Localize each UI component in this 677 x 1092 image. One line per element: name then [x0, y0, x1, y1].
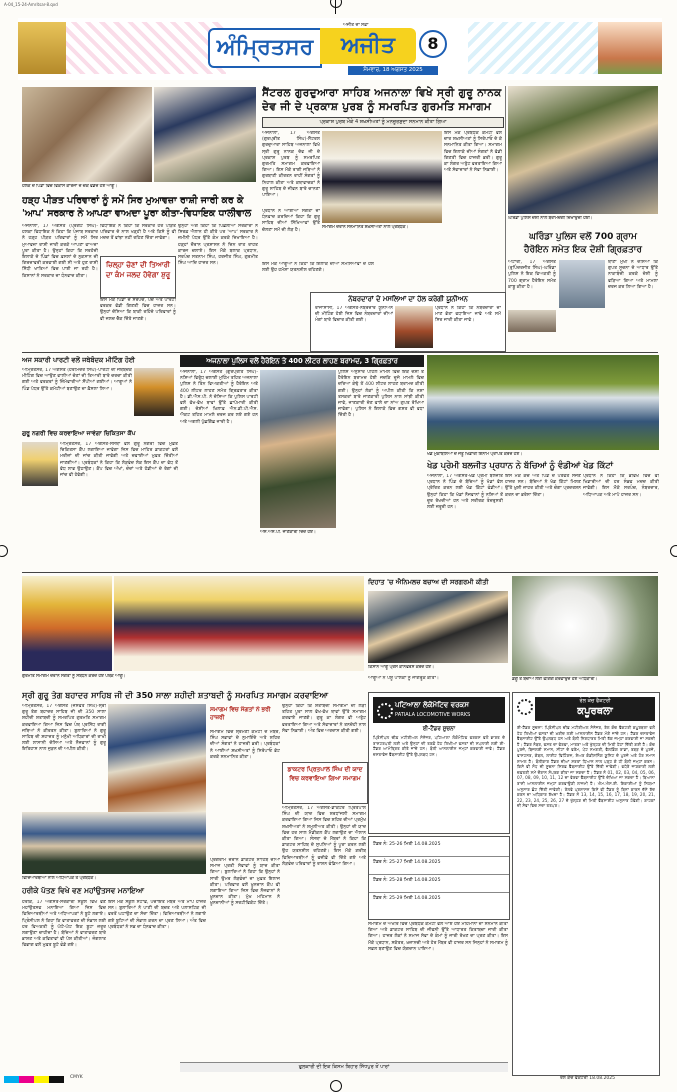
body-meeting: ਅੰਮ੍ਰਿਤਸਰ, 17 ਅਗਸਤ (ਹਰਮਿੰਦਰ ਸਿੰਘ)-ਪਾਰਟੀ ਦੀ ਜਥੇਬੰਦਕ ਮੀਟਿੰਗ ਵਿਚ ਆਉਣ ਵਾਲੀਆਂ ਚੋਣਾਂ ਦੀ ਤਿਆਰੀ ਬਾਰੇ ਚਰਚਾ ਕੀਤੀ ਗਈ ਅਤੇ ਵਰਕਰਾਂ ਨੂੰ ਜ਼ਿੰਮੇਵਾਰੀਆਂ ਸੌਂਪੀਆਂ ਗਈਆਂ। ਆਗੂਆਂ ਨੇ ਪਿੰਡ ਪੱਧਰ ਉੱਤੇ ਕਮੇਟੀਆਂ ਬਣਾਉਣ ਦਾ ਫ਼ੈਸਲਾ ਲਿਆ।: [22, 368, 132, 392]
registration-mark-top: [330, 0, 342, 8]
registration-mark-left: [0, 545, 8, 557]
crop-line: [335, 0, 336, 14]
tender-row-2: ਟੈਂਡਰ ਨੰ: 25-27 ਮਿਤੀ 14.08.2025: [373, 860, 441, 865]
body-ajnala-police-col3: ਪੁਲਿਸ ਅਨੁਸਾਰ ਪਹਿਲੇ ਮਾਮਲੇ ਵਿਚ ਇਕ ਦੋਸ਼ੀ ਤੋਂ ਹੈਰੋਇਨ ਬਰਾਮਦ ਹੋਈ ਜਦਕਿ ਦੂਜੇ ਮਾਮਲੇ ਵਿਚ ਦਰਿਆ ਕੰਢੇ ਤੋਂ 400 ਲੀਟਰ ਲਾਹਣ ਬਰਾਮਦ ਕੀਤੀ ਗਈ। ਉਨ੍ਹਾਂ ਲੋਕਾਂ ਨੂੰ ਅਪੀਲ ਕੀਤੀ ਕਿ ਨਸ਼ਾ ਤਸਕਰਾਂ ਬਾਰੇ ਜਾਣਕਾਰੀ ਪੁਲਿਸ ਨਾਲ ਸਾਂਝੀ ਕੀਤੀ ਜਾਵੇ, ਜਾਣਕਾਰੀ ਦੇਣ ਵਾਲੇ ਦਾ ਨਾਂਅ ਗੁਪਤ ਰੱਖਿਆ ਜਾਵੇਗਾ। ਪੁਲਿਸ ਨੇ ਇਲਾਕੇ ਵਿਚ ਗਸ਼ਤ ਵੀ ਵਧਾ ਦਿੱਤੀ ਹੈ।: [338, 370, 424, 419]
ad-rail-body: ਈ-ਟੈਂਡਰ ਸੂਚਨਾ: ਪ੍ਰਿੰਸੀਪਲ ਚੀਫ਼ ਮਟੀਰੀਅਲ ਮੈਨੇਜਰ, ਰੇਲ ਕੋਚ ਫੈਕਟਰੀ ਕਪੂਰਥਲਾ ਵਲੋਂ ਹੇਠ ਲਿਖੀਆਂ ਵਸਤਾਂ ਦੀ ਖ਼ਰੀਦ ਲਈ ਆਨਲਾਈਨ ਟੈਂਡਰ ਮੰਗੇ ਜਾਂਦੇ ਹਨ। ਟੈਂਡਰ ਦਸਤਾਵੇਜ਼ ਵੈੱਬਸਾਈਟ ਉੱਤੇ ਉਪਲਬਧ ਹਨ ਅਤੇ ਬੋਲੀ ਨਿਰਧਾਰਤ ਮਿਤੀ ਤੱਕ ਜਮ੍ਹਾਂ ਕਰਵਾਈ ਜਾ ਸਕਦੀ ਹੈ। ਟੈਂਡਰ ਨੰਬਰ, ਵਸਤ ਦਾ ਵੇਰਵਾ, ਮਾਤਰਾ ਅਤੇ ਖੁੱਲ੍ਹਣ ਦੀ ਮਿਤੀ ਹੇਠਾਂ ਦਿੱਤੀ ਗਈ ਹੈ। ਕੋਚ ਪੁਰਜ਼ੇ, ਬਿਜਲਈ ਸਮਾਨ, ਸੀਟਾਂ ਦੇ ਫਰੇਮ, ਪੇਂਟ ਸਮਗਰੀ, ਵੈਲਡਿੰਗ ਰਾਡਾਂ, ਰਬੜ ਦੇ ਪੁਰਜ਼ੇ, ਫਾਸਟਨਰ, ਕੇਬਲ, ਲਾਈਟ ਫਿਟਿੰਗਜ਼, ਏਅਰ ਕੰਡੀਸ਼ਨਿੰਗ ਯੂਨਿਟ ਦੇ ਪੁਰਜ਼ੇ ਅਤੇ ਹੋਰ ਸਮਾਨ ਸ਼ਾਮਲ ਹੈ। ਬੋਲੀਕਾਰ ਟੈਂਡਰ ਦੀਆਂ ਸ਼ਰਤਾਂ ਧਿਆਨ ਨਾਲ ਪੜ੍ਹ ਕੇ ਹੀ ਬੋਲੀ ਜਮ੍ਹਾਂ ਕਰਨ। ਕਿਸੇ ਵੀ ਸੋਧ ਦੀ ਸੂਚਨਾ ਸਿਰਫ਼ ਵੈੱਬਸਾਈਟ ਉੱਤੇ ਦਿੱਤੀ ਜਾਵੇਗੀ। ਵਧੇਰੇ ਜਾਣਕਾਰੀ ਲਈ ਦਫ਼ਤਰੀ ਸਮੇਂ ਦੌਰਾਨ ਸੰਪਰਕ ਕੀਤਾ ਜਾ ਸਕਦਾ ਹੈ। ਟੈਂਡਰ ਨੰ 01, 02, 03, 04, 05, 06, 07, 08, 09, 10, 11, 12 ਦਾ ਵੇਰਵਾ ਵੈੱਬਸਾਈਟ ਉੱਤੇ ਦੇਖਿਆ ਜਾ ਸਕਦਾ ਹੈ। ਬਿਆਨਾ ਰਾਸ਼ੀ ਆਨਲਾਈਨ ਜਮ੍ਹਾਂ ਕਰਵਾਉਣੀ ਲਾਜ਼ਮੀ ਹੈ। ਐਮ.ਐਸ.ਈ. ਇਕਾਈਆਂ ਨੂੰ ਨਿਯਮਾਂ ਅਨੁਸਾਰ ਛੋਟ ਦਿੱਤੀ ਜਾਵੇਗੀ। ਰੇਲਵੇ ਪ੍ਰਸ਼ਾਸਨ ਕਿਸੇ ਵੀ ਟੈਂਡਰ ਨੂੰ ਬਿਨਾਂ ਕਾਰਨ ਦੱਸੇ ਰੱਦ ਕਰਨ ਦਾ ਅਧਿਕਾਰ ਰੱਖਦਾ ਹੈ। ਟੈਂਡਰ ਨੰ 13, 14, 15, 16, 17, 18, 19, 20, 21, 22, 23, 24, 25, 26, 27 ਦੇ ਖੁੱਲ੍ਹਣ ਦੀ ਮਿਤੀ ਵੈੱਬਸਾਈਟ ਅਨੁਸਾਰ ਹੋਵੇਗੀ। ਗਾਹਕਾਂ ਦੀ ਸੇਵਾ ਵਿਚ ਸਦਾ ਤਤਪਰ।: [517, 725, 655, 809]
photo-camp-organizer: [22, 442, 58, 486]
ad-rail-coach-factory: [512, 692, 660, 1076]
photo-gtb-group: [108, 704, 206, 812]
headline-animal-rescue: ਦਿਹਾਤ 'ਚ ਐਨਿਮਲਜ਼ ਬਚਾਅ ਦੀ ਸਰਗਰਮੀ ਕੀਤੀ: [368, 578, 489, 586]
photo-officials-meeting: [22, 87, 152, 182]
caption-samagam: ਗੁਰਮਤਿ ਸਮਾਗਮ ਦੌਰਾਨ ਸੰਗਤਾਂ ਨੂੰ ਸੰਬੋਧਨ ਕਰਦੇ ਹੋਏ ਪੰਥਕ ਆਗੂ।: [22, 674, 126, 679]
masthead-pattern-left: [66, 22, 226, 74]
headline-numbardar: ਨੰਬਰਦਾਰਾਂ ਦੇ ਮਸਲਿਆਂ ਦਾ ਹੱਲ ਕਰੇਗੀ ਯੂਨੀਅਨ: [348, 295, 468, 303]
body-gharinda-col1: ਅਟਾਰੀ, 17 ਅਗਸਤ (ਰੁਪਿੰਦਰਜੀਤ ਸਿੰਘ)-ਘਰਿੰਡਾ ਪੁਲਿਸ ਨੇ ਇਕ ਵਿਅਕਤੀ ਨੂੰ 700 ਗ੍ਰਾਮ ਹੈਰੋਇਨ ਸਮੇਤ ਕਾਬੂ ਕੀਤਾ ਹੈ।: [508, 260, 556, 290]
ad-plw-org: ਪਟਿਆਲਾ ਲੋਕੋਮੋਟਿਵ ਵਰਕਸ: [395, 701, 469, 709]
body-gharinda-col3: ਥਾਣਾ ਮੁਖੀ ਨੇ ਦੱਸਿਆ ਕਿ ਗੁਪਤ ਸੂਚਨਾ ਦੇ ਆਧਾਰ ਉੱਤੇ ਨਾਕਾਬੰਦੀ ਕਰਕੇ ਦੋਸ਼ੀ ਨੂੰ ਫੜਿਆ ਗਿਆ ਅਤੇ ਮਾਮਲਾ ਦਰਜ ਕਰ ਲਿਆ ਗਿਆ ਹੈ।: [608, 260, 658, 290]
caption-ssp: ਐਸ.ਐਸ.ਪੀ. ਜਾਣਕਾਰੀ ਦਿੰਦੇ ਹੋਏ।: [260, 530, 316, 535]
masthead-date: ਸੋਮਵਾਰ, 18 ਅਗਸਤ 2025: [348, 66, 438, 75]
body-flood-col3: ਉਨ੍ਹਾਂ ਅੱਗੇ ਕਿਹਾ ਕਿ ਪਿਛਲੀਆਂ ਸਰਕਾਰਾਂ ਨੇ ਸਿਰਫ਼ ਐਲਾਨ ਹੀ ਕੀਤੇ ਪਰ 'ਆਪ' ਸਰਕਾਰ ਨੇ ਜ਼ਮੀਨੀ ਪੱਧਰ ਉੱਤੇ ਕੰਮ ਕਰਕੇ ਦਿਖਾਇਆ ਹੈ। ਹੜ੍ਹਾਂ ਦੌਰਾਨ ਪ੍ਰਸ਼ਾਸਨ ਨੇ ਦਿਨ ਰਾਤ ਰਾਹਤ ਕਾਰਜ ਚਲਾਏ। ਇਸ ਮੌਕੇ ਬਲਾਕ ਪ੍ਰਧਾਨ, ਸਰਪੰਚ ਸਤਨਾਮ ਸਿੰਘ, ਹਰਜੀਤ ਸਿੰਘ, ਗੁਰਮੀਤ ਸਿੰਘ ਆਦਿ ਹਾਜ਼ਰ ਸਨ।: [178, 224, 258, 267]
body-flood-col1: ਅਜਨਾਲਾ, 17 ਅਗਸਤ (ਪ੍ਰਗਟ ਸਿੰਘ)-ਹਲਕਾ ਵਿਧਾਇਕ ਨੇ ਕਿਹਾ ਕਿ ਪੰਜਾਬ ਸਰਕਾਰ ਨੇ ਹੜ੍ਹ ਪੀੜਤ ਪਰਿਵਾਰਾਂ ਨੂੰ ਸਮੇਂ ਸਿਰ ਮੁਆਵਜ਼ਾ ਰਾਸ਼ੀ ਜਾਰੀ ਕਰਕੇ ਆਪਣਾ ਵਾਅਦਾ ਪੂਰਾ ਕੀਤਾ ਹੈ। ਉਨ੍ਹਾਂ ਕਿਹਾ ਕਿ ਸਰਹੱਦੀ ਇਲਾਕੇ ਦੇ ਪਿੰਡਾਂ ਵਿਚ ਫ਼ਸਲਾਂ ਦੇ ਨੁਕਸਾਨ ਦੀ ਗਿਰਦਾਵਰੀ ਕਰਵਾਈ ਗਈ ਸੀ ਅਤੇ ਹੁਣ ਰਾਸ਼ੀ ਸਿੱਧੀ ਖਾਤਿਆਂ ਵਿਚ ਪਾਈ ਜਾ ਰਹੀ ਹੈ। ਕਿਸਾਨਾਂ ਨੇ ਸਰਕਾਰ ਦਾ ਧੰਨਵਾਦ ਕੀਤਾ।: [22, 224, 98, 279]
print-slug: A-04_15-24-Amritsar-8.qxd: [4, 2, 58, 7]
headline-gharinda-heroin: [508, 231, 658, 257]
color-bar-label: CMYK: [70, 1075, 83, 1080]
photo-samagam-kirtan: [114, 576, 364, 671]
tender-row-1: ਟੈਂਡਰ ਨੰ: 25-26 ਮਿਤੀ 14.08.2025: [373, 842, 441, 847]
photo-police-small: [508, 310, 556, 332]
photo-gurmat-samagam: [322, 131, 442, 223]
tender-row-3: ਟੈਂਡਰ ਨੰ: 25-28 ਮਿਤੀ 14.08.2025: [373, 878, 441, 883]
caption-press: ਕਿਸਾਨ ਆਗੂ ਪ੍ਰੈੱਸ ਕਾਨਫਰੰਸ ਕਰਦੇ ਹੋਏ।: [368, 665, 434, 670]
body-ajnala-col1: ਅਜਨਾਲਾ, 17 ਅਗਸਤ (ਗੁਰਪ੍ਰੀਤ ਸਿੰਘ)-ਸੈਂਟਰਲ ਗੁਰਦੁਆਰਾ ਸਾਹਿਬ ਅਜਨਾਲਾ ਵਿਖੇ ਸ੍ਰੀ ਗੁਰੂ ਨਾਨਕ ਦੇਵ ਜੀ ਦੇ ਪ੍ਰਕਾਸ਼ ਪੁਰਬ ਨੂੰ ਸਮਰਪਿਤ ਗੁਰਮਤਿ ਸਮਾਗਮ ਕਰਵਾਇਆ ਗਿਆ। ਇਸ ਮੌਕੇ ਰਾਗੀ ਜਥਿਆਂ ਨੇ ਗੁਰਬਾਣੀ ਕੀਰਤਨ ਰਾਹੀਂ ਸੰਗਤਾਂ ਨੂੰ ਨਿਹਾਲ ਕੀਤਾ ਅਤੇ ਕਥਾਵਾਚਕਾਂ ਨੇ ਗੁਰੂ ਸਾਹਿਬ ਦੇ ਜੀਵਨ ਬਾਰੇ ਚਾਨਣਾ ਪਾਇਆ।: [262, 131, 320, 199]
footer-slug: ਰੇਲ ਕੋਚ ਫੈਕਟਰੀ 18.08.2025: [560, 1076, 616, 1081]
body-mid-lower-col1: ਪ੍ਰੋਗਰਾਮ ਦੌਰਾਨ ਡਾਕਟਰ ਸਾਹਿਬ ਦੀਆਂ ਸਮਾਜ ਪ੍ਰਤੀ ਸੇਵਾਵਾਂ ਨੂੰ ਯਾਦ ਕੀਤਾ ਗਿਆ। ਬੁਲਾਰਿਆਂ ਨੇ ਕਿਹਾ ਕਿ ਉਨ੍ਹਾਂ ਨੇ ਸਾਰੀ ਉਮਰ ਲੋੜਵੰਦਾਂ ਦਾ ਮੁਫ਼ਤ ਇਲਾਜ ਕੀਤਾ। ਪਰਿਵਾਰ ਵਲੋਂ ਖ਼ੂਨਦਾਨ ਕੈਂਪ ਵੀ ਲਗਾਇਆ ਗਿਆ ਜਿਸ ਵਿਚ ਨੌਜਵਾਨਾਂ ਨੇ ਖ਼ੂਨਦਾਨ ਕੀਤਾ। ਮੁੱਖ ਮਹਿਮਾਨ ਨੇ ਖ਼ੂਨਦਾਨੀਆਂ ਨੂੰ ਸਰਟੀਫਿਕੇਟ ਦਿੱਤੇ।: [210, 858, 280, 907]
photo-sports-kits: [427, 355, 659, 450]
photo-fogging: [512, 576, 658, 676]
body-sports-col1: ਅਜਨਾਲਾ, 17 ਅਗਸਤ-ਖੇਡ ਪ੍ਰੇਮੀ ਬਲਜੀਤ ਪ੍ਰਧਾਨ ਨੇ ਪਿੰਡ ਦੇ ਬੱਚਿਆਂ ਨੂੰ ਖੇਡਾਂ ਵੱਲ ਪ੍ਰੇਰਿਤ ਕਰਨ ਲਈ ਖੇਡ ਕਿੱਟਾਂ ਵੰਡੀਆਂ। ਉਨ੍ਹਾਂ ਕਿਹਾ ਕਿ ਖੇਡਾਂ ਨੌਜਵਾਨਾਂ ਨੂੰ ਨਸ਼ਿਆਂ ਤੋਂ ਦੂਰ ਰੱਖਦੀਆਂ ਹਨ ਅਤੇ ਸਰੀਰਕ ਤੰਦਰੁਸਤੀ ਲਈ ਜ਼ਰੂਰੀ ਹਨ।: [427, 474, 503, 511]
strap-ajnala: ਪ੍ਰਕਾਸ਼ ਪੁਰਬ ਮੌਕੇ 4 ਸ਼ਖ਼ਸੀਅਤਾਂ ਨੂੰ ਮਨਜ਼ੂਰਸ਼ੁਦਾ ਸਨਮਾਨ ਕੀਤਾ ਗਿਆ: [262, 117, 504, 128]
ad-plw-header: [373, 697, 505, 723]
tender-rule: [369, 856, 509, 857]
photo-samagam-stage: [22, 576, 112, 671]
ad-plw-body: ਪ੍ਰਿੰਸੀਪਲ ਚੀਫ਼ ਮਟੀਰੀਅਲ ਮੈਨੇਜਰ, ਪਟਿਆਲਾ ਲੋਕੋਮੋਟਿਵ ਵਰਕਸ ਵਲੋਂ ਭਾਰਤ ਦੇ ਰਾਸ਼ਟਰਪਤੀ ਲਈ ਅਤੇ ਉਨ੍ਹਾਂ ਦੀ ਤਰਫ਼ੋਂ ਹੇਠ ਲਿਖੀਆਂ ਵਸਤਾਂ ਦੀ ਸਪਲਾਈ ਲਈ ਈ-ਟੈਂਡਰ ਆਮੰਤ੍ਰਿਤ ਕੀਤੇ ਜਾਂਦੇ ਹਨ। ਬੋਲੀ ਆਨਲਾਈਨ ਜਮ੍ਹਾਂ ਕਰਵਾਈ ਜਾਵੇ। ਟੈਂਡਰ ਦਸਤਾਵੇਜ਼ ਵੈੱਬਸਾਈਟ ਉੱਤੇ ਉਪਲਬਧ ਹਨ।: [373, 735, 505, 757]
headline-flood-line1: ਹੜ੍ਹ ਪੀੜਤ ਪਰਿਵਾਰਾਂ ਨੂੰ ਸਮੇਂ ਸਿਰ ਮੁਆਵਜ਼ਾ ਰਾਸ਼ੀ ਜਾਰੀ ਕਰ ਕੇ: [22, 195, 244, 206]
photo-accused: [559, 260, 605, 308]
masthead-brand: ਅਜੀਤ: [320, 28, 416, 64]
tender-row-4: ਟੈਂਡਰ ਨੰ: 25-29 ਮਿਤੀ 14.08.2025: [373, 896, 441, 901]
body-sports-col2: ਇਸ ਮੌਕੇ ਕੋਚ ਅਤੇ ਪਿੰਡ ਦੇ ਪਤਵੰਤੇ ਸੱਜਣ ਹਾਜ਼ਰ ਸਨ। ਬੱਚਿਆਂ ਨੇ ਖੇਡ ਕਿੱਟਾਂ ਮਿਲਣ ਉੱਤੇ ਖ਼ੁਸ਼ੀ ਜ਼ਾਹਰ ਕੀਤੀ ਅਤੇ ਚੰਗਾ ਪ੍ਰਦਰਸ਼ਨ ਕਰਨ ਦਾ ਭਰੋਸਾ ਦਿੱਤਾ।: [505, 474, 581, 498]
caption-students: ਵਿਦਿਆਰਥੀਆਂ ਨਾਲ ਅਧਿਆਪਕ ਤੇ ਪ੍ਰਬੰਧਕ।: [22, 876, 97, 881]
photo-press-conference: [368, 591, 508, 663]
body-numbardar-col2: ਪ੍ਰਧਾਨ ਨੇ ਕਿਹਾ ਕਿ ਨੰਬਰਦਾਰਾਂ ਦਾ ਮਾਣ ਭੱਤਾ ਵਧਾਇਆ ਜਾਵੇ ਅਤੇ ਸਮੇਂ ਸਿਰ ਜਾਰੀ ਕੀਤਾ ਜਾਵੇ।: [435, 306, 501, 324]
page-number: 8: [419, 30, 447, 58]
box-doctor-samagam: [282, 762, 368, 804]
tender-rule: [369, 874, 509, 875]
boxed-quote-text: ਜ਼ਿਲ੍ਹਾ ਚੋਣਾਂ ਦੀ ਤਿਆਰੀ ਦਾ ਕੰਮ ਜਲਦ ਹੋਵੇਗਾ ਸ਼ੁਰੂ: [105, 261, 171, 279]
ad-rail-title-big: ਕਪੂਰਥਲਾ: [577, 706, 613, 717]
caption-fogging: ਡੇਂਗੂ ਤੋਂ ਬਚਾਅ ਲਈ ਫੌਗਿੰਗ ਕਰਵਾਉਂਦੇ ਹੋਏ ਅਧਿਕਾਰੀ।: [512, 677, 598, 682]
row-rule-2: [22, 572, 658, 573]
body-medical-camp: ਅੰਮ੍ਰਿਤਸਰ, 17 ਅਗਸਤ-ਸੰਸਥਾ ਵਲੋਂ ਗੁਰੂ ਨਗਰੀ ਵਿਚ ਮੁਫ਼ਤ ਚਿਕਿਤਸਾ ਕੈਂਪ ਲਗਾਇਆ ਜਾਵੇਗਾ ਜਿਸ ਵਿਚ ਮਾਹਿਰ ਡਾਕਟਰਾਂ ਵਲੋਂ ਮਰੀਜ਼ਾਂ ਦੀ ਜਾਂਚ ਕੀਤੀ ਜਾਵੇਗੀ ਅਤੇ ਦਵਾਈਆਂ ਮੁਫ਼ਤ ਦਿੱਤੀਆਂ ਜਾਣਗੀਆਂ। ਪ੍ਰਬੰਧਕਾਂ ਨੇ ਕਿਹਾ ਕਿ ਲੋੜਵੰਦ ਲੋਕ ਇਸ ਕੈਂਪ ਦਾ ਵੱਧ ਤੋਂ ਵੱਧ ਲਾਭ ਉਠਾਉਣ। ਕੈਂਪ ਵਿਚ ਅੱਖਾਂ, ਦੰਦਾਂ ਅਤੇ ਹੱਡੀਆਂ ਦੇ ਰੋਗਾਂ ਦੀ ਜਾਂਚ ਵੀ ਹੋਵੇਗੀ।: [60, 442, 178, 479]
registration-mark-bottom: [330, 1080, 342, 1092]
body-van-col2: ਇਸ ਮੌਕੇ ਸਕੂਲ ਸਟਾਫ਼, ਪੰਚਾਇਤ ਮੈਂਬਰ ਅਤੇ ਮਾਪੇ ਹਾਜ਼ਰ ਸਨ। ਬੁਲਾਰਿਆਂ ਨੇ ਪਾਣੀ ਦੀ ਬਚਤ ਅਤੇ ਪਲਾਸਟਿਕ ਦੀ ਵਰਤੋਂ ਘਟਾਉਣ ਦਾ ਸੱਦਾ ਦਿੱਤਾ। ਵਿਦਿਆਰਥੀਆਂ ਨੇ ਲਗਾਏ ਗਏ ਬੂਟਿਆਂ ਦੀ ਸੰਭਾਲ ਕਰਨ ਦਾ ਪ੍ਰਣ ਲਿਆ। ਅੰਤ ਵਿਚ ਪ੍ਰਬੰਧਕਾਂ ਨੇ ਸਭ ਦਾ ਧੰਨਵਾਦ ਕੀਤਾ।: [108, 900, 206, 930]
box-numbardar-story: [310, 292, 506, 352]
rail-logo-icon: [517, 699, 533, 715]
masthead-city: ਅੰਮ੍ਰਿਤਸਰ: [208, 28, 322, 68]
color-bar: [4, 1076, 64, 1083]
caption-cheque-photos: ਹਲਕੇ ਦੇ ਪਿੰਡਾਂ ਵਿਚ ਵਿਕਾਸ ਕਾਰਜਾਂ ਦੇ ਚੈੱਕ ਵੰਡਦੇ ਹੋਏ ਆਗੂ।: [22, 184, 118, 189]
golden-temple-image: [18, 22, 66, 74]
body-flood-col2a: ਵਿਧਾਇਕ ਨੇ ਕਿਹਾ ਕਿ ਸਰਕਾਰ ਹਰ ਪੀੜਤ ਪਰਿਵਾਰ ਦੇ ਨਾਲ ਖੜ੍ਹੀ ਹੈ ਅਤੇ ਕਿਸੇ ਨੂੰ ਵੀ ਮਦਦ ਤੋਂ ਵਾਂਝਾ ਨਹੀਂ ਰਹਿਣ ਦਿੱਤਾ ਜਾਵੇਗਾ।: [100, 224, 176, 242]
footer-ad-strip: ਫੁਲਕਾਰੀ ਦੀ ਇਕ ਕਿਸਮ ਬਿਹਾਰ ਸਿੱਧਪੁਰ ਤੋਂ ਪਾਰਾਂ: [180, 1062, 508, 1072]
headline-sports-kits: ਖੇਡ ਪ੍ਰੇਮੀ ਬਲਜੀਤ ਪ੍ਰਧਾਨ ਨੇ ਬੱਚਿਆਂ ਨੂੰ ਵੰਡੀਆਂ ਖੇਡ ਕਿੱਟਾਂ: [427, 460, 613, 470]
pullquote-gtb: ਸਮਾਗਮ ਵਿਚ ਸੰਗਤਾਂ ਨੇ ਭਰੀ ਹਾਜ਼ਰੀ: [210, 707, 271, 721]
body-ajnala-col2: ਇਸ ਮੌਕੇ ਪ੍ਰਬੰਧਕ ਕਮੇਟੀ ਵਲੋਂ ਚਾਰ ਸ਼ਖ਼ਸੀਅਤਾਂ ਨੂੰ ਸਿਰੋਪਾਓ ਦੇ ਕੇ ਸਨਮਾਨਿਤ ਕੀਤਾ ਗਿਆ। ਸਮਾਗਮ ਵਿਚ ਇਲਾਕੇ ਦੀਆਂ ਸੰਗਤਾਂ ਨੇ ਵੱਡੀ ਗਿਣਤੀ ਵਿਚ ਹਾਜ਼ਰੀ ਭਰੀ। ਗੁਰੂ ਕਾ ਲੰਗਰ ਅਤੁੱਟ ਵਰਤਾਇਆ ਗਿਆ ਅਤੇ ਸੇਵਾਦਾਰਾਂ ਨੇ ਸੇਵਾ ਨਿਭਾਈ।: [444, 131, 502, 174]
body-mid-lower-col3: ਸਮਾਗਮ ਦੇ ਅਖੀਰ ਵਿਚ ਪ੍ਰਬੰਧਕ ਕਮੇਟੀ ਵਲੋਂ ਆਏ ਹੋਏ ਮਹਿਮਾਨਾਂ ਦਾ ਸਨਮਾਨ ਕੀਤਾ ਗਿਆ ਅਤੇ ਡਾਕਟਰ ਸਾਹਿਬ ਦੀ ਜੀਵਨੀ ਉੱਤੇ ਆਧਾਰਤ ਕਿਤਾਬਚਾ ਜਾਰੀ ਕੀਤਾ ਗਿਆ। ਹਾਜ਼ਰ ਲੋਕਾਂ ਨੇ ਸਮਾਜ ਸੇਵਾ ਦੇ ਕੰਮਾਂ ਨੂੰ ਜਾਰੀ ਰੱਖਣ ਦਾ ਪ੍ਰਣ ਕੀਤਾ। ਇਸ ਮੌਕੇ ਪ੍ਰਧਾਨ, ਸਕੱਤਰ, ਖ਼ਜ਼ਾਨਚੀ ਅਤੇ ਹੋਰ ਮੈਂਬਰ ਵੀ ਹਾਜ਼ਰ ਸਨ ਜਿਨ੍ਹਾਂ ਨੇ ਸਮਾਗਮ ਨੂੰ ਸਫ਼ਲ ਬਣਾਉਣ ਵਿਚ ਯੋਗਦਾਨ ਪਾਇਆ।: [368, 922, 508, 952]
body-animal-rescue: ਆਗੂਆਂ ਨੇ ਪਸ਼ੂ ਪਾਲਕਾਂ ਨੂੰ ਜਾਗਰੂਕ ਕੀਤਾ।: [368, 676, 440, 681]
ad-patiala-locomotive: [368, 692, 510, 834]
photo-students-group: [22, 812, 206, 874]
masthead-pattern-right: [468, 22, 598, 74]
edition-tag: ਅਜੀਤ ਦਾ ਸਫ਼ਾ: [343, 23, 369, 28]
caption-police: ਘਰਿੰਡਾ ਪੁਲਿਸ ਦੋਸ਼ੀ ਨਾਲ ਬਰਾਮਦਗੀ ਦਿਖਾਉਂਦੀ ਹੋਈ।: [508, 216, 593, 221]
photo-numbardar-leader: [395, 306, 433, 348]
headline-ajnala-police: ਅਜਨਾਲਾ ਪੁਲਿਸ ਵਲੋਂ ਹੈਰੋਇਨ ਤੇ 400 ਲੀਟਰ ਲਾਹਣ ਬਰਾਮਦ, 3 ਗ੍ਰਿਫ਼ਤਾਰ: [206, 357, 398, 365]
boxed-quote: [100, 256, 176, 298]
body-gtb-col3: ਸਮਾਗਮ ਵਿਚ ਸ਼੍ਰੋਮਣੀ ਕਮੇਟੀ ਦੇ ਮੈਂਬਰ, ਸਿੰਘ ਸਭਾਵਾਂ ਦੇ ਨੁਮਾਇੰਦੇ ਅਤੇ ਸ਼ਹਿਰ ਦੀਆਂ ਸੰਗਤਾਂ ਨੇ ਹਾਜ਼ਰੀ ਭਰੀ। ਪ੍ਰਬੰਧਕਾਂ ਨੇ ਆਈਆਂ ਸ਼ਖ਼ਸੀਅਤਾਂ ਨੂੰ ਸਿਰੋਪਾਓ ਭੇਟ ਕਰਕੇ ਸਨਮਾਨਿਤ ਕੀਤਾ।: [210, 730, 280, 760]
body-sports-col3: ਪ੍ਰਧਾਨ ਨੇ ਕਿਹਾ ਕਿ ਭਵਿੱਖ ਵਿਚ ਵੀ ਖਿਡਾਰੀਆਂ ਦੀ ਹਰ ਸੰਭਵ ਮਦਦ ਕੀਤੀ ਜਾਵੇਗੀ। ਇਸ ਮੌਕੇ ਸਰਪੰਚ, ਨੰਬਰਦਾਰ, ਅਧਿਆਪਕ ਅਤੇ ਮਾਪੇ ਹਾਜ਼ਰ ਸਨ।: [583, 474, 659, 498]
monument-image: [598, 22, 662, 74]
body-gtb-col1: ਅੰਮ੍ਰਿਤਸਰ, 17 ਅਗਸਤ (ਜਸਵੰਤ ਸਿੰਘ)-ਸ੍ਰੀ ਗੁਰੂ ਤੇਗ ਬਹਾਦਰ ਸਾਹਿਬ ਜੀ ਦੀ 350 ਸਾਲਾ ਸ਼ਹੀਦੀ ਸ਼ਤਾਬਦੀ ਨੂੰ ਸਮਰਪਿਤ ਗੁਰਮਤਿ ਸਮਾਗਮ ਕਰਵਾਇਆ ਗਿਆ ਜਿਸ ਵਿਚ ਪੰਥ ਪ੍ਰਸਿੱਧ ਰਾਗੀ ਜਥਿਆਂ ਨੇ ਕੀਰਤਨ ਕੀਤਾ। ਬੁਲਾਰਿਆਂ ਨੇ ਗੁਰੂ ਸਾਹਿਬ ਦੀ ਸ਼ਹਾਦਤ ਨੂੰ ਮਨੁੱਖੀ ਅਧਿਕਾਰਾਂ ਦੀ ਰਾਖੀ ਲਈ ਲਾਸਾਨੀ ਦੱਸਿਆ ਅਤੇ ਨੌਜਵਾਨਾਂ ਨੂੰ ਗੁਰੂ ਇਤਿਹਾਸ ਨਾਲ ਜੁੜਨ ਦੀ ਅਪੀਲ ਕੀਤੀ।: [22, 704, 106, 753]
ad-plw-notice: ਈ-ਟੈਂਡਰ ਸੂਚਨਾ: [422, 726, 456, 732]
headline-gharinda-line2: ਹੈਰੋਇਨ ਸਮੇਤ ਇਕ ਦੋਸ਼ੀ ਗ੍ਰਿਫ਼ਤਾਰ: [524, 245, 642, 255]
headline-van-mahotsav: ਹਰੀਕੇ ਪੱਤਣ ਵਿਖੇ ਵਣ ਮਹਾਂਉਤਸਵ ਮਨਾਇਆ: [22, 886, 144, 895]
body-ajnala-col1b: ਪ੍ਰਧਾਨ ਨੇ ਆਈਆਂ ਸੰਗਤਾਂ ਦਾ ਧੰਨਵਾਦ ਕਰਦਿਆਂ ਕਿਹਾ ਕਿ ਗੁਰੂ ਸਾਹਿਬ ਦੀਆਂ ਸਿੱਖਿਆਵਾਂ ਉੱਤੇ ਚੱਲਣਾ ਸਮੇਂ ਦੀ ਲੋੜ ਹੈ।: [262, 209, 320, 233]
headline-flood-line2: 'ਆਪ' ਸਰਕਾਰ ਨੇ ਆਪਣਾ ਵਾਅਦਾ ਪੂਰਾ ਕੀਤਾ-ਵਿਧਾਇਕ ਧਾਲੀਵਾਲ: [22, 208, 252, 219]
photo-cheque-distribution: [154, 87, 256, 182]
body-gtb-col4: ਉਨ੍ਹਾਂ ਕਿਹਾ ਕਿ ਸ਼ਤਾਬਦੀ ਸਮਾਗਮਾਂ ਦੀ ਲੜੀ ਤਹਿਤ ਪੂਰਾ ਸਾਲ ਵੱਖ-ਵੱਖ ਥਾਵਾਂ ਉੱਤੇ ਸਮਾਗਮ ਕਰਵਾਏ ਜਾਣਗੇ। ਗੁਰੂ ਕਾ ਲੰਗਰ ਵੀ ਅਤੁੱਟ ਵਰਤਾਇਆ ਗਿਆ ਅਤੇ ਸੇਵਾਦਾਰਾਂ ਨੇ ਤਨਦੇਹੀ ਨਾਲ ਸੇਵਾ ਨਿਭਾਈ। ਅੰਤ ਵਿਚ ਅਰਦਾਸ ਕੀਤੀ ਗਈ।: [282, 704, 366, 734]
ad-rail-header: [535, 697, 655, 721]
headline-medical-camp: ਗੁਰੂ ਨਗਰੀ ਵਿਚ ਕਰਵਾਇਆ ਜਾਵੇਗਾ ਚਿਕਿਤਸਾ ਕੈਂਪ: [22, 430, 136, 437]
headline-ajnala-gurmat: [262, 86, 502, 114]
row-rule: [22, 352, 658, 353]
caption-gurmat: ਸਮਾਗਮ ਦੌਰਾਨ ਸਨਮਾਨਿਤ ਸ਼ਖ਼ਸੀਅਤਾਂ ਨਾਲ ਪ੍ਰਬੰਧਕ।: [322, 225, 409, 230]
headline-bar-ajnala-police: [180, 355, 424, 367]
photo-police-recovery: [508, 86, 658, 214]
tender-rule: [369, 892, 509, 893]
photo-party-leader: [134, 368, 174, 416]
body-mid-lower-col2: ਅੰਮ੍ਰਿਤਸਰ, 17 ਅਗਸਤ-ਡਾਕਟਰ ਪ੍ਰਿਤਪਾਲ ਸਿੰਘ ਦੀ ਯਾਦ ਵਿਚ ਸ਼ਰਧਾਂਜਲੀ ਸਮਾਗਮ ਕਰਵਾਇਆ ਗਿਆ ਜਿਸ ਵਿਚ ਸ਼ਹਿਰ ਦੀਆਂ ਪ੍ਰਮੁੱਖ ਸ਼ਖ਼ਸੀਅਤਾਂ ਨੇ ਸ਼ਮੂਲੀਅਤ ਕੀਤੀ। ਉਨ੍ਹਾਂ ਦੀ ਯਾਦ ਵਿਚ ਹਰ ਸਾਲ ਮੈਡੀਕਲ ਕੈਂਪ ਲਗਾਉਣ ਦਾ ਐਲਾਨ ਕੀਤਾ ਗਿਆ। ਸੰਸਥਾ ਦੇ ਮੈਂਬਰਾਂ ਨੇ ਕਿਹਾ ਕਿ ਡਾਕਟਰ ਸਾਹਿਬ ਦੇ ਸੁਪਨਿਆਂ ਨੂੰ ਪੂਰਾ ਕਰਨ ਲਈ ਉਹ ਯਤਨਸ਼ੀਲ ਰਹਿਣਗੇ। ਇਸ ਮੌਕੇ ਗ਼ਰੀਬ ਵਿਦਿਆਰਥੀਆਂ ਨੂੰ ਵਜ਼ੀਫ਼ੇ ਵੀ ਦਿੱਤੇ ਗਏ ਅਤੇ ਲੋੜਵੰਦ ਪਰਿਵਾਰਾਂ ਨੂੰ ਰਾਸ਼ਨ ਵੰਡਿਆ ਗਿਆ।: [282, 806, 366, 867]
body-van-col1: ਹਰੀਕੇ, 17 ਅਗਸਤ-ਸਰਕਾਰੀ ਸਕੂਲ ਵਿਖੇ ਵਣ ਮਹਾਂਉਤਸਵ ਮਨਾਇਆ ਗਿਆ ਜਿਸ ਵਿਚ ਵਿਦਿਆਰਥੀਆਂ ਅਤੇ ਅਧਿਆਪਕਾਂ ਨੇ ਬੂਟੇ ਲਗਾਏ। ਪ੍ਰਿੰਸੀਪਲ ਨੇ ਕਿਹਾ ਕਿ ਵਾਤਾਵਰਣ ਦੀ ਸੰਭਾਲ ਲਈ ਹਰ ਵਿਅਕਤੀ ਨੂੰ ਘੱਟੋ-ਘੱਟ ਇਕ ਬੂਟਾ ਜ਼ਰੂਰ ਲਗਾਉਣਾ ਚਾਹੀਦਾ ਹੈ। ਬੱਚਿਆਂ ਨੇ ਵਾਤਾਵਰਣ ਬਾਰੇ ਭਾਸ਼ਣ ਅਤੇ ਕਵਿਤਾਵਾਂ ਵੀ ਪੇਸ਼ ਕੀਤੀਆਂ। ਜੰਗਲਾਤ ਵਿਭਾਗ ਵਲੋਂ ਮੁਫ਼ਤ ਬੂਟੇ ਵੰਡੇ ਗਏ।: [22, 900, 106, 949]
body-ajnala-police-col1: ਅਜਨਾਲਾ, 17 ਅਗਸਤ (ਗੁਰਪ੍ਰੀਤ ਸਿੰਘ)-ਨਸ਼ਿਆਂ ਵਿਰੁੱਧ ਚਲਾਈ ਮੁਹਿੰਮ ਤਹਿਤ ਅਜਨਾਲਾ ਪੁਲਿਸ ਨੇ ਤਿੰਨ ਵਿਅਕਤੀਆਂ ਨੂੰ ਹੈਰੋਇਨ ਅਤੇ 400 ਲੀਟਰ ਲਾਹਣ ਸਮੇਤ ਗ੍ਰਿਫ਼ਤਾਰ ਕੀਤਾ ਹੈ। ਡੀ.ਐਸ.ਪੀ. ਨੇ ਦੱਸਿਆ ਕਿ ਪੁਲਿਸ ਪਾਰਟੀ ਵਲੋਂ ਵੱਖ-ਵੱਖ ਥਾਵਾਂ ਉੱਤੇ ਛਾਪੇਮਾਰੀ ਕੀਤੀ ਗਈ। ਦੋਸ਼ੀਆਂ ਖ਼ਿਲਾਫ਼ ਐਨ.ਡੀ.ਪੀ.ਐਸ. ਐਕਟ ਤਹਿਤ ਮਾਮਲੇ ਦਰਜ ਕਰ ਲਏ ਗਏ ਹਨ ਅਤੇ ਅਗਲੀ ਪੁੱਛਗਿੱਛ ਜਾਰੀ ਹੈ।: [180, 370, 258, 425]
headline-doctor-samagam: ਡਾਕਟਰ ਪ੍ਰਿਤਪਾਲ ਸਿੰਘ ਦੀ ਯਾਦ ਵਿਚ ਕਰਵਾਇਆ ਗਿਆ ਸਮਾਗਮ: [287, 766, 363, 782]
headline-gharinda-line1: ਘਰਿੰਡਾ ਪੁਲਿਸ ਵਲੋਂ 700 ਗ੍ਰਾਮ: [529, 232, 637, 242]
headline-guru-teg-bahadur: ਸ੍ਰੀ ਗੁਰੂ ਤੇਗ ਬਹਾਦਰ ਸਾਹਿਬ ਜੀ ਦੀ 350 ਸਾਲਾ ਸ਼ਹੀਦੀ ਸ਼ਤਾਬਦੀ ਨੂੰ ਸਮਰਪਿਤ ਸਮਾਗਮ ਕਰਵਾਇਆ: [22, 690, 329, 700]
caption-sports: ਖੇਡ ਮੁਕਾਬਲਿਆਂ ਦੇ ਜੇਤੂ ਖਿਡਾਰੀ ਇਨਾਮ ਪ੍ਰਾਪਤ ਕਰਦੇ ਹੋਏ।: [427, 452, 523, 457]
body-mid-misc: ਇਸ ਮੌਕੇ ਆਗੂਆਂ ਨੇ ਕਿਹਾ ਕਿ ਇਲਾਕੇ ਦੀਆਂ ਸਮੱਸਿਆਵਾਂ ਦੇ ਹੱਲ ਲਈ ਉਹ ਹਮੇਸ਼ਾ ਯਤਨਸ਼ੀਲ ਰਹਿਣਗੇ।: [262, 262, 374, 274]
registration-mark-right: [670, 545, 677, 557]
photo-ssp: [260, 370, 336, 528]
ad-plw-tender-table: [368, 836, 510, 920]
ad-rail-title-small: ਰੇਲ ਕੋਚ ਫੈਕਟਰੀ: [579, 698, 611, 704]
body-flood-col2b: ਇਸ ਮੌਕੇ ਪਿੰਡਾਂ ਦੇ ਸਰਪੰਚ, ਪੰਚ ਅਤੇ ਪਾਰਟੀ ਵਰਕਰ ਵੱਡੀ ਗਿਣਤੀ ਵਿਚ ਹਾਜ਼ਰ ਸਨ। ਉਨ੍ਹਾਂ ਦੱਸਿਆ ਕਿ ਬਾਕੀ ਰਹਿੰਦੇ ਪਰਿਵਾਰਾਂ ਨੂੰ ਵੀ ਜਲਦ ਚੈੱਕ ਦਿੱਤੇ ਜਾਣਗੇ।: [100, 298, 176, 322]
headline-flood-compensation: [22, 194, 258, 220]
ad-plw-org-en: PATIALA LOCOMOTIVE WORKS: [395, 712, 471, 718]
plw-logo-icon: [377, 703, 393, 719]
headline-ajnala-line2: ਦੇਵ ਜੀ ਦੇ ਪ੍ਰਕਾਸ਼ ਪੁਰਬ ਨੂੰ ਸਮਰਪਿਤ ਗੁਰਮਤਿ ਸਮਾਗਮ: [262, 101, 492, 113]
headline-ajnala-line1: ਸੈਂਟਰਲ ਗੁਰਦੁਆਰਾ ਸਾਹਿਬ ਅਜਨਾਲਾ ਵਿਖੇ ਸ੍ਰੀ ਗੁਰੂ ਨਾਨਕ: [262, 87, 502, 99]
headline-meeting: ਅਜ ਸਕਾਰੀ ਪਾਰਟੀ ਵਲੋਂ ਜਥੇਬੰਦਕ ਮੀਟਿੰਗ ਹੋਈ: [22, 356, 135, 364]
masthead: [18, 18, 662, 80]
body-numbardar-col1: ਰਾਜਾਸਾਂਸੀ, 17 ਅਗਸਤ-ਨੰਬਰਦਾਰ ਯੂਨੀਅਨ ਦੀ ਮੀਟਿੰਗ ਹੋਈ ਜਿਸ ਵਿਚ ਨੰਬਰਦਾਰਾਂ ਦੀਆਂ ਮੰਗਾਂ ਬਾਰੇ ਵਿਚਾਰ ਕੀਤੀ ਗਈ।: [315, 306, 393, 324]
